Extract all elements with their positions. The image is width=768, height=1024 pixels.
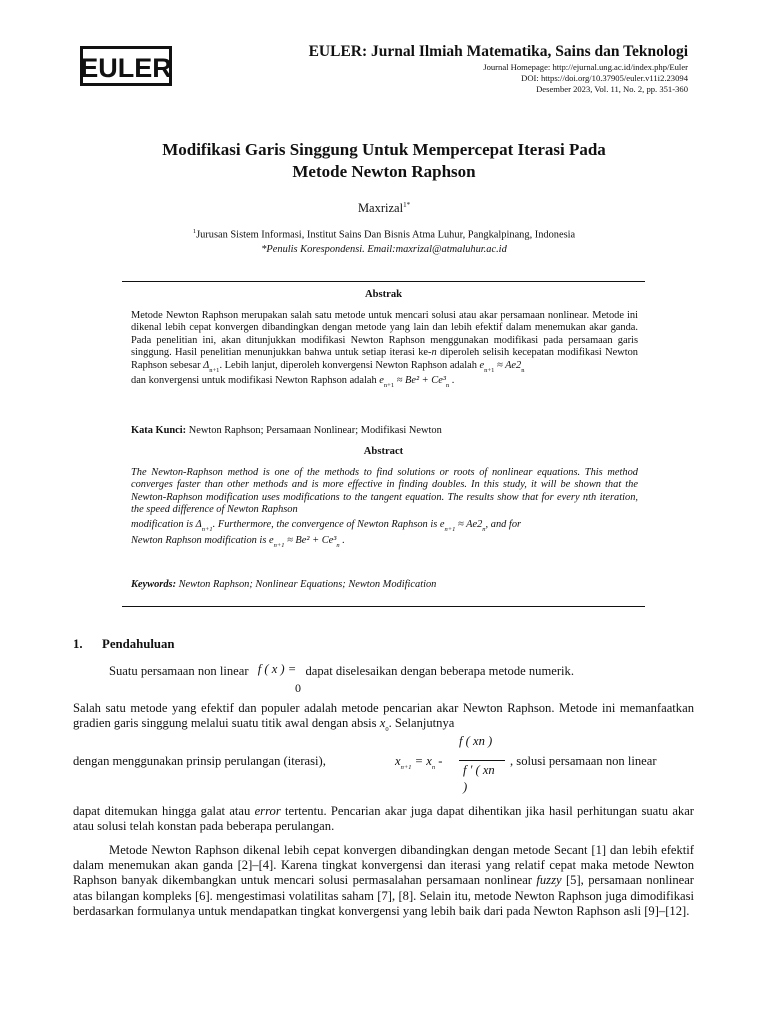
bottom-rule xyxy=(122,606,645,607)
fraction-bar xyxy=(459,760,505,761)
affiliation-mark: 1 xyxy=(192,228,197,235)
paragraph-1-line-1: Suatu persamaan non linear f ( x ) = dapat diselesaikan dengan beberapa metode numerik. xyxy=(109,662,574,678)
issue-line: Desember 2023, Vol. 11, No. 2, pp. 351-360 xyxy=(536,84,688,94)
journal-homepage: Journal Homepage: http://ejurnal.ung.ac.id/index.php/Euler xyxy=(483,62,688,72)
paragraph-1-line-3-end: , solusi persamaan non linear xyxy=(510,754,657,768)
abstract-text: The Newton-Raphson method is one of the methods to find solutions or roots of nonlinear equations. This method converges faster than other methods and is more effective in finding doubles. In this study, it will be shown that the Newton-Raphson modification uses modifications to the tangent equation. The results show that for every nth iteration, the speed difference of Newton Raphson modification is $\Delta_{n+1}$. Furthermore, the convergence of Newton Raphson is $e_{n+1} \approx Ae2_n$, and for Newton Raphson modification is $e_{n+1} \approx Be^2 + Ce^3_n$ . xyxy=(131,467,638,550)
math-f-of-x: f ( x ) = xyxy=(257,662,297,676)
math-x0: x xyxy=(379,716,386,731)
keywords: Keywords: Newton Raphson; Nonlinear Equations; Newton Modification xyxy=(131,579,437,590)
newton-numerator: f ( xn ) xyxy=(459,734,493,748)
author xyxy=(0,201,768,216)
title-line-1: Modifikasi Garis Singgung Untuk Mempercepat Iterasi Pada xyxy=(162,140,606,159)
title-line-2: Metode Newton Raphson xyxy=(292,162,476,181)
doi-line: DOI: https://doi.org/10.37905/euler.v11i2.23094 xyxy=(521,73,688,83)
affiliation xyxy=(0,224,768,257)
paragraph-2: Metode Newton Raphson dikenal lebih cepat konvergen dibandingkan dengan metode Secant [1] dan lebih efektif dalam menemukan akan ganda [2]–[4]. Karena tingkat konvergensi dan iterasi yang relatif cepat maka metode Newton Raphson banyak dikembangkan untuk mencari solusi permasalahan persamaan nonlinear fuzzy [5], persamaan nonlinear atas bilangan kompleks [6]. mengestimasi volatilitas saham [7], [8]. Selain itu, metode Newton Raphson juga dimodifikasi berdasarkan formulanya untuk mendapatkan tingkat konvergensi yang lebih baik dari pada Newton Raphson asli [9]–[12]. xyxy=(73,843,694,918)
correspondence: *Penulis Korespondensi. Email:maxrizal@atmaluhur.ac.id xyxy=(261,244,507,256)
euler-logo xyxy=(80,46,172,86)
author-name: Maxrizal xyxy=(357,201,404,216)
abstrak-heading: Abstrak xyxy=(364,289,403,300)
kata-kunci: Kata Kunci: Newton Raphson; Persamaan Nonlinear; Modifikasi Newton xyxy=(131,425,442,436)
math-zero: 0 xyxy=(295,681,301,695)
keywords-label: Keywords: xyxy=(131,579,177,590)
top-rule xyxy=(122,281,645,282)
author-mark: 1* xyxy=(403,201,411,209)
abstrak-text: Metode Newton Raphson merupakan salah satu metode untuk mencari solusi atau akar persamaan nonlinear. Metode ini dikenal lebih cepat konvergen dibandingkan dengan metode yang lain dan lebih efektif dalam menemukan akar ganda. Pada penelitian ini, akan ditunjukkan modifikasi Newton Raphson menggunakan modifikasi pada persamaan garis singgung. Hasil penelitian menunjukkan bahwa untuk setiap iterasi ke-n diperoleh selisih kecepatan modifikasi Newton Raphson sebesar $\Delta_{n+1}$. Lebih lanjut, diperoleh konvergensi Newton Raphson adalah $e_{n+1} \approx Ae2_n$ dan konvergensi untuk modifikasi Newton Raphson adalah $e_{n+1} \approx Be^2 + Ce^3_n$ . xyxy=(131,310,639,390)
paragraph-1-line-4: dapat ditemukan hingga galat atau error tertentu. Pencarian akar juga dapat dihentikan jika hasil perhitungan suatu akar atau solusi telah konstan pada beberapa perulangan. xyxy=(73,804,694,834)
section-heading: 1. Pendahuluan xyxy=(73,637,175,651)
kata-kunci-label: Kata Kunci: xyxy=(131,425,187,436)
logo-text: EULER xyxy=(80,53,172,83)
paragraph-1-line-2: Salah satu metode yang efektif dan populer adalah metode pencarian akar Newton Raphson. Metode ini memanfaatkan gradien garis singgung melalui suatu titik awal dengan absis $x_0$. Selanjutnya xyxy=(73,701,694,734)
newton-close-paren: ) xyxy=(463,780,468,794)
affiliation-text: Jurusan Sistem Informasi, Institut Sains Dan Bisnis Atma Luhur, Pangkalpinang, Indonesia xyxy=(196,229,576,241)
paragraph-1-line-3: dengan menggunakan prinsip perulangan (iterasi), xyxy=(73,754,326,768)
newton-denominator: f ' ( xn xyxy=(463,763,495,777)
journal-title: EULER: Jurnal Ilmiah Matematika, Sains dan Teknologi xyxy=(308,43,688,60)
abstract-heading: Abstract xyxy=(363,446,404,457)
paper-title xyxy=(90,139,678,183)
delta-symbol: Δ xyxy=(203,359,210,371)
newton-formula: $x_{n+1} = x_n$ - xyxy=(395,754,443,771)
